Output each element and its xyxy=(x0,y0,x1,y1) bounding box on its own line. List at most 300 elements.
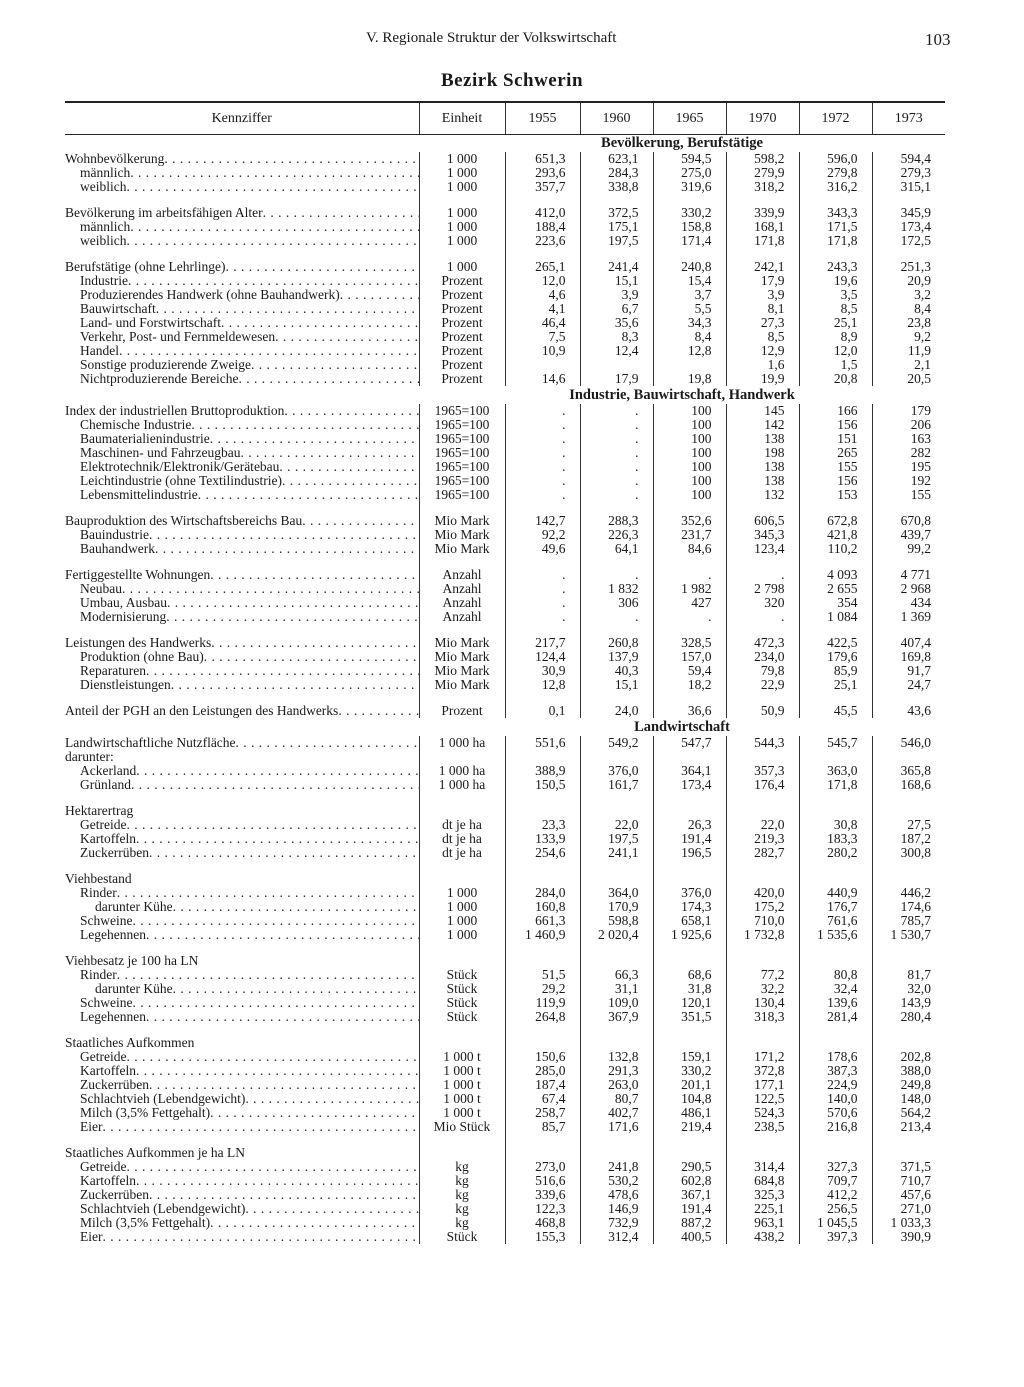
value-cell: . xyxy=(580,404,653,418)
unit-cell: 1 000 xyxy=(419,180,505,194)
group-spacer xyxy=(65,502,945,514)
table-row xyxy=(65,1064,945,1078)
table-row xyxy=(65,832,945,846)
value-cell: 30,9 xyxy=(505,664,580,678)
value-cell: 213,4 xyxy=(872,1120,945,1134)
row-label: Fertiggestellte Wohnungen xyxy=(65,568,211,582)
row-label: Bauhandwerk xyxy=(80,542,155,556)
table-row xyxy=(65,818,945,832)
table-row xyxy=(65,1216,945,1230)
table-row xyxy=(65,900,945,914)
value-cell: 312,4 xyxy=(580,1230,653,1244)
value-cell: 166 xyxy=(799,404,872,418)
unit-cell: Stück xyxy=(419,1230,505,1244)
value-cell xyxy=(872,954,945,968)
leader-dots xyxy=(146,1010,419,1024)
value-cell xyxy=(505,1146,580,1160)
group-spacer xyxy=(65,860,945,872)
value-cell: 372,5 xyxy=(580,206,653,220)
value-cell: 223,6 xyxy=(505,234,580,248)
leader-dots xyxy=(130,220,418,234)
row-label-cell xyxy=(65,996,419,1010)
row-label-cell xyxy=(65,274,419,288)
row-label-cell xyxy=(65,982,419,996)
row-label-cell xyxy=(65,1010,419,1024)
value-cell: 49,6 xyxy=(505,542,580,556)
unit-cell: dt je ha xyxy=(419,818,505,832)
value-cell: 64,1 xyxy=(580,542,653,556)
section-heading-row xyxy=(65,718,945,736)
value-cell: 85,7 xyxy=(505,1120,580,1134)
value-cell: 122,5 xyxy=(726,1092,799,1106)
value-cell: 602,8 xyxy=(653,1174,726,1188)
section-title: Landwirtschaft xyxy=(634,719,730,735)
row-label-cell xyxy=(65,404,419,418)
value-cell: 174,3 xyxy=(653,900,726,914)
value-cell: 100 xyxy=(653,432,726,446)
leader-dots xyxy=(166,610,418,624)
leader-dots xyxy=(126,818,418,832)
value-cell: 85,9 xyxy=(799,664,872,678)
value-cell: 263,0 xyxy=(580,1078,653,1092)
unit-cell xyxy=(419,872,505,886)
value-cell: 1 732,8 xyxy=(726,928,799,942)
row-label-cell xyxy=(65,704,419,718)
value-cell: 407,4 xyxy=(872,636,945,650)
leader-dots xyxy=(136,764,418,778)
unit-cell: Prozent xyxy=(419,302,505,316)
value-cell: 684,8 xyxy=(726,1174,799,1188)
value-cell: 242,1 xyxy=(726,260,799,274)
row-label: Schweine xyxy=(80,914,133,928)
value-cell: . xyxy=(505,488,580,502)
value-cell: 354 xyxy=(799,596,872,610)
row-label-cell xyxy=(65,1146,419,1160)
value-cell: 104,8 xyxy=(653,1092,726,1106)
value-cell: 25,1 xyxy=(799,678,872,692)
value-cell: 195 xyxy=(872,460,945,474)
value-cell: 388,9 xyxy=(505,764,580,778)
row-label: Zuckerrüben xyxy=(80,846,149,860)
value-cell: 160,8 xyxy=(505,900,580,914)
row-label: Schlachtvieh (Lebendgewicht) xyxy=(80,1092,246,1106)
value-cell: . xyxy=(653,568,726,582)
value-cell: 4 771 xyxy=(872,568,945,582)
value-cell: 188,4 xyxy=(505,220,580,234)
value-cell: 251,3 xyxy=(872,260,945,274)
value-cell: 343,3 xyxy=(799,206,872,220)
value-cell: 100 xyxy=(653,404,726,418)
row-label-cell xyxy=(65,968,419,982)
leader-dots xyxy=(128,274,419,288)
row-label-cell xyxy=(65,846,419,860)
row-label: Baumaterialienindustrie xyxy=(80,432,210,446)
row-label: Legehennen xyxy=(80,1010,146,1024)
header-row xyxy=(65,103,945,134)
unit-cell xyxy=(419,750,505,764)
table-row xyxy=(65,460,945,474)
row-label-cell xyxy=(65,1174,419,1188)
value-cell: 156 xyxy=(799,418,872,432)
row-label: Schweine xyxy=(80,996,133,1010)
row-label-cell xyxy=(65,900,419,914)
value-cell: 3,9 xyxy=(580,288,653,302)
value-cell: 231,7 xyxy=(653,528,726,542)
value-cell: 279,9 xyxy=(726,166,799,180)
value-cell: 472,3 xyxy=(726,636,799,650)
leader-dots xyxy=(126,1050,418,1064)
unit-cell: 1 000 xyxy=(419,886,505,900)
table-row xyxy=(65,872,945,886)
value-cell: 19,8 xyxy=(653,372,726,386)
value-cell: 91,7 xyxy=(872,664,945,678)
value-cell: 157,0 xyxy=(653,650,726,664)
value-cell: 598,2 xyxy=(726,152,799,166)
value-cell: 176,7 xyxy=(799,900,872,914)
table-row xyxy=(65,1078,945,1092)
value-cell: 963,1 xyxy=(726,1216,799,1230)
value-cell: 325,3 xyxy=(726,1188,799,1202)
row-label: Rinder xyxy=(80,886,117,900)
value-cell: 171,6 xyxy=(580,1120,653,1134)
value-cell: 100 xyxy=(653,418,726,432)
value-cell: 316,2 xyxy=(799,180,872,194)
unit-cell xyxy=(419,804,505,818)
value-cell: 486,1 xyxy=(653,1106,726,1120)
header-kennziffer: Kennziffer xyxy=(211,110,272,126)
value-cell: 8,4 xyxy=(653,330,726,344)
table-row xyxy=(65,206,945,220)
row-label: darunter Kühe xyxy=(95,982,173,996)
row-label: weiblich xyxy=(80,180,127,194)
row-label-cell xyxy=(65,778,419,792)
row-label-cell xyxy=(65,664,419,678)
row-label: Land- und Forstwirtschaft xyxy=(80,316,221,330)
unit-cell: Prozent xyxy=(419,274,505,288)
value-cell: 338,8 xyxy=(580,180,653,194)
value-cell xyxy=(726,804,799,818)
value-cell: 133,9 xyxy=(505,832,580,846)
value-cell: . xyxy=(505,418,580,432)
row-label-cell xyxy=(65,1230,419,1244)
row-label: Kartoffeln xyxy=(80,1174,136,1188)
row-label: Eier xyxy=(80,1230,103,1244)
value-cell: 187,2 xyxy=(872,832,945,846)
value-cell: 732,9 xyxy=(580,1216,653,1230)
value-cell: 192 xyxy=(872,474,945,488)
row-label: Umbau, Ausbau xyxy=(80,596,167,610)
unit-cell: 1965=100 xyxy=(419,460,505,474)
value-cell: 339,6 xyxy=(505,1188,580,1202)
value-cell: 4,1 xyxy=(505,302,580,316)
row-label: Lebensmittelindustrie xyxy=(80,488,198,502)
value-cell: 241,1 xyxy=(580,846,653,860)
value-cell: 606,5 xyxy=(726,514,799,528)
row-label-cell xyxy=(65,1120,419,1134)
value-cell: 412,0 xyxy=(505,206,580,220)
value-cell: 27,5 xyxy=(872,818,945,832)
value-cell xyxy=(726,750,799,764)
unit-cell xyxy=(419,1036,505,1050)
table-row xyxy=(65,982,945,996)
value-cell xyxy=(799,804,872,818)
value-cell: 364,1 xyxy=(653,764,726,778)
table-row xyxy=(65,736,945,750)
value-cell: 14,6 xyxy=(505,372,580,386)
value-cell xyxy=(580,1146,653,1160)
table-row xyxy=(65,846,945,860)
leader-dots xyxy=(146,928,419,942)
running-header-title: V. Regionale Struktur der Volkswirtschaft xyxy=(366,30,617,46)
value-cell: 171,8 xyxy=(799,234,872,248)
row-label-cell xyxy=(65,954,419,968)
value-cell: 206 xyxy=(872,418,945,432)
value-cell: 438,2 xyxy=(726,1230,799,1244)
value-cell xyxy=(799,1036,872,1050)
value-cell: 549,2 xyxy=(580,736,653,750)
value-cell: 367,9 xyxy=(580,1010,653,1024)
value-cell: 2 968 xyxy=(872,582,945,596)
value-cell: 293,6 xyxy=(505,166,580,180)
row-label-cell xyxy=(65,488,419,502)
unit-cell: Prozent xyxy=(419,358,505,372)
table-row xyxy=(65,514,945,528)
leader-dots xyxy=(136,1064,419,1078)
row-label-cell xyxy=(65,152,419,166)
row-label: Anteil der PGH an den Leistungen des Handwerks xyxy=(65,704,339,718)
value-cell: 20,5 xyxy=(872,372,945,386)
leader-dots xyxy=(198,488,419,502)
row-label: Chemische Industrie xyxy=(80,418,192,432)
value-cell xyxy=(872,750,945,764)
value-cell: 596,0 xyxy=(799,152,872,166)
unit-cell xyxy=(419,1146,505,1160)
value-cell: 594,5 xyxy=(653,152,726,166)
value-cell: 197,5 xyxy=(580,832,653,846)
value-cell xyxy=(872,1146,945,1160)
value-cell: 15,1 xyxy=(580,678,653,692)
leader-dots xyxy=(198,954,418,968)
value-cell: 12,9 xyxy=(726,344,799,358)
row-label: männlich xyxy=(80,166,131,180)
value-cell: 241,8 xyxy=(580,1160,653,1174)
group-spacer xyxy=(65,1134,945,1146)
row-label: Zuckerrüben xyxy=(80,1078,149,1092)
unit-cell: 1 000 xyxy=(419,206,505,220)
leader-dots xyxy=(279,460,418,474)
row-label-cell xyxy=(65,260,419,274)
value-cell: 100 xyxy=(653,460,726,474)
value-cell: 397,3 xyxy=(799,1230,872,1244)
table-row xyxy=(65,372,945,386)
value-cell: 352,6 xyxy=(653,514,726,528)
value-cell: 145 xyxy=(726,404,799,418)
row-label-cell xyxy=(65,1160,419,1174)
value-cell: 8,4 xyxy=(872,302,945,316)
leader-dots xyxy=(127,180,419,194)
table-row xyxy=(65,316,945,330)
value-cell: 658,1 xyxy=(653,914,726,928)
value-cell: 279,3 xyxy=(872,166,945,180)
value-cell: 271,0 xyxy=(872,1202,945,1216)
table-row xyxy=(65,1230,945,1244)
leader-dots xyxy=(131,778,419,792)
leader-dots xyxy=(210,568,418,582)
value-cell: 2 798 xyxy=(726,582,799,596)
value-cell: 179,6 xyxy=(799,650,872,664)
unit-cell: 1 000 t xyxy=(419,1092,505,1106)
row-label: Maschinen- und Fahrzeugbau xyxy=(80,446,241,460)
row-label-cell xyxy=(65,166,419,180)
row-label-cell xyxy=(65,1064,419,1078)
value-cell: 1 045,5 xyxy=(799,1216,872,1230)
value-cell xyxy=(872,1036,945,1050)
value-cell: 265,1 xyxy=(505,260,580,274)
group-spacer xyxy=(65,692,945,704)
row-label: Wohnbevölkerung xyxy=(65,152,165,166)
row-label: Index der industriellen Bruttoproduktion xyxy=(65,404,285,418)
value-cell: 12,4 xyxy=(580,344,653,358)
value-cell xyxy=(653,358,726,372)
value-cell: 315,1 xyxy=(872,180,945,194)
value-cell: 196,5 xyxy=(653,846,726,860)
row-label: Leichtindustrie (ohne Textilindustrie) xyxy=(80,474,283,488)
value-cell: 234,0 xyxy=(726,650,799,664)
value-cell: 77,2 xyxy=(726,968,799,982)
unit-cell: Mio Mark xyxy=(419,664,505,678)
value-cell: 1,5 xyxy=(799,358,872,372)
value-cell: 219,4 xyxy=(653,1120,726,1134)
unit-cell: Prozent xyxy=(419,372,505,386)
value-cell: 1 460,9 xyxy=(505,928,580,942)
table-row xyxy=(65,568,945,582)
value-cell: 175,1 xyxy=(580,220,653,234)
value-cell xyxy=(505,750,580,764)
value-cell: 11,9 xyxy=(872,344,945,358)
value-cell: 1 535,6 xyxy=(799,928,872,942)
unit-cell: dt je ha xyxy=(419,846,505,860)
value-cell: 1 832 xyxy=(580,582,653,596)
row-label: Staatliches Aufkommen je ha LN xyxy=(65,1146,245,1160)
value-cell: 1,6 xyxy=(726,358,799,372)
value-cell: 80,7 xyxy=(580,1092,653,1106)
value-cell: 23,8 xyxy=(872,316,945,330)
value-cell: 345,9 xyxy=(872,206,945,220)
row-label: Bauindustrie xyxy=(80,528,149,542)
row-label-cell xyxy=(65,344,419,358)
unit-cell: 1 000 t xyxy=(419,1106,505,1120)
value-cell: 468,8 xyxy=(505,1216,580,1230)
value-cell xyxy=(726,872,799,886)
unit-cell: Mio Mark xyxy=(419,514,505,528)
table-row xyxy=(65,664,945,678)
table-row xyxy=(65,446,945,460)
section-title: Bevölkerung, Berufstätige xyxy=(601,135,763,151)
value-cell: 198 xyxy=(726,446,799,460)
value-cell: . xyxy=(580,460,653,474)
value-cell: 20,8 xyxy=(799,372,872,386)
value-cell xyxy=(653,1146,726,1160)
value-cell: 1 530,7 xyxy=(872,928,945,942)
unit-cell: Prozent xyxy=(419,344,505,358)
leader-dots xyxy=(122,582,419,596)
value-cell: 345,3 xyxy=(726,528,799,542)
row-label-cell xyxy=(65,928,419,942)
leader-dots xyxy=(239,372,419,386)
value-cell xyxy=(872,872,945,886)
row-label: Dienstleistungen xyxy=(80,678,171,692)
row-label: Produktion (ohne Bau) xyxy=(80,650,204,664)
value-cell: . xyxy=(580,474,653,488)
value-cell xyxy=(580,872,653,886)
value-cell: 43,6 xyxy=(872,704,945,718)
unit-cell: Mio Mark xyxy=(419,636,505,650)
value-cell: . xyxy=(580,488,653,502)
table-row xyxy=(65,152,945,166)
value-cell: 547,7 xyxy=(653,736,726,750)
value-cell: 132,8 xyxy=(580,1050,653,1064)
leader-dots xyxy=(146,664,419,678)
value-cell: 376,0 xyxy=(653,886,726,900)
value-cell: 19,9 xyxy=(726,372,799,386)
value-cell: 319,6 xyxy=(653,180,726,194)
value-cell: 420,0 xyxy=(726,886,799,900)
value-cell xyxy=(653,1036,726,1050)
value-cell: 364,0 xyxy=(580,886,653,900)
row-label-cell xyxy=(65,460,419,474)
leader-dots xyxy=(164,152,418,166)
table-row xyxy=(65,596,945,610)
header-year: 1955 xyxy=(505,103,580,134)
row-label: Staatliches Aufkommen xyxy=(65,1036,195,1050)
table-row xyxy=(65,274,945,288)
value-cell: 197,5 xyxy=(580,234,653,248)
value-cell: 225,1 xyxy=(726,1202,799,1216)
value-cell: 163 xyxy=(872,432,945,446)
value-cell: 36,6 xyxy=(653,704,726,718)
unit-cell: Prozent xyxy=(419,704,505,718)
row-label-cell xyxy=(65,1106,419,1120)
value-cell: 32,2 xyxy=(726,982,799,996)
value-cell: 256,5 xyxy=(799,1202,872,1216)
value-cell: 172,5 xyxy=(872,234,945,248)
table-row xyxy=(65,996,945,1010)
value-cell: 12,0 xyxy=(505,274,580,288)
row-label: Schlachtvieh (Lebendgewicht) xyxy=(80,1202,246,1216)
value-cell: 785,7 xyxy=(872,914,945,928)
value-cell: 66,3 xyxy=(580,968,653,982)
table-row xyxy=(65,302,945,316)
page-number: 103 xyxy=(925,30,951,49)
leader-dots xyxy=(245,1092,418,1106)
value-cell: 388,0 xyxy=(872,1064,945,1078)
group-spacer xyxy=(65,248,945,260)
value-cell: 7,5 xyxy=(505,330,580,344)
value-cell: 12,0 xyxy=(799,344,872,358)
row-label-cell xyxy=(65,764,419,778)
row-label-cell xyxy=(65,596,419,610)
value-cell: 546,0 xyxy=(872,736,945,750)
value-cell xyxy=(505,872,580,886)
value-cell: 130,4 xyxy=(726,996,799,1010)
row-label: Sonstige produzierende Zweige xyxy=(80,358,251,372)
unit-cell: Stück xyxy=(419,982,505,996)
table-row xyxy=(65,1146,945,1160)
value-cell: 51,5 xyxy=(505,968,580,982)
unit-cell: Prozent xyxy=(419,316,505,330)
value-cell: 710,7 xyxy=(872,1174,945,1188)
leader-dots xyxy=(117,968,419,982)
